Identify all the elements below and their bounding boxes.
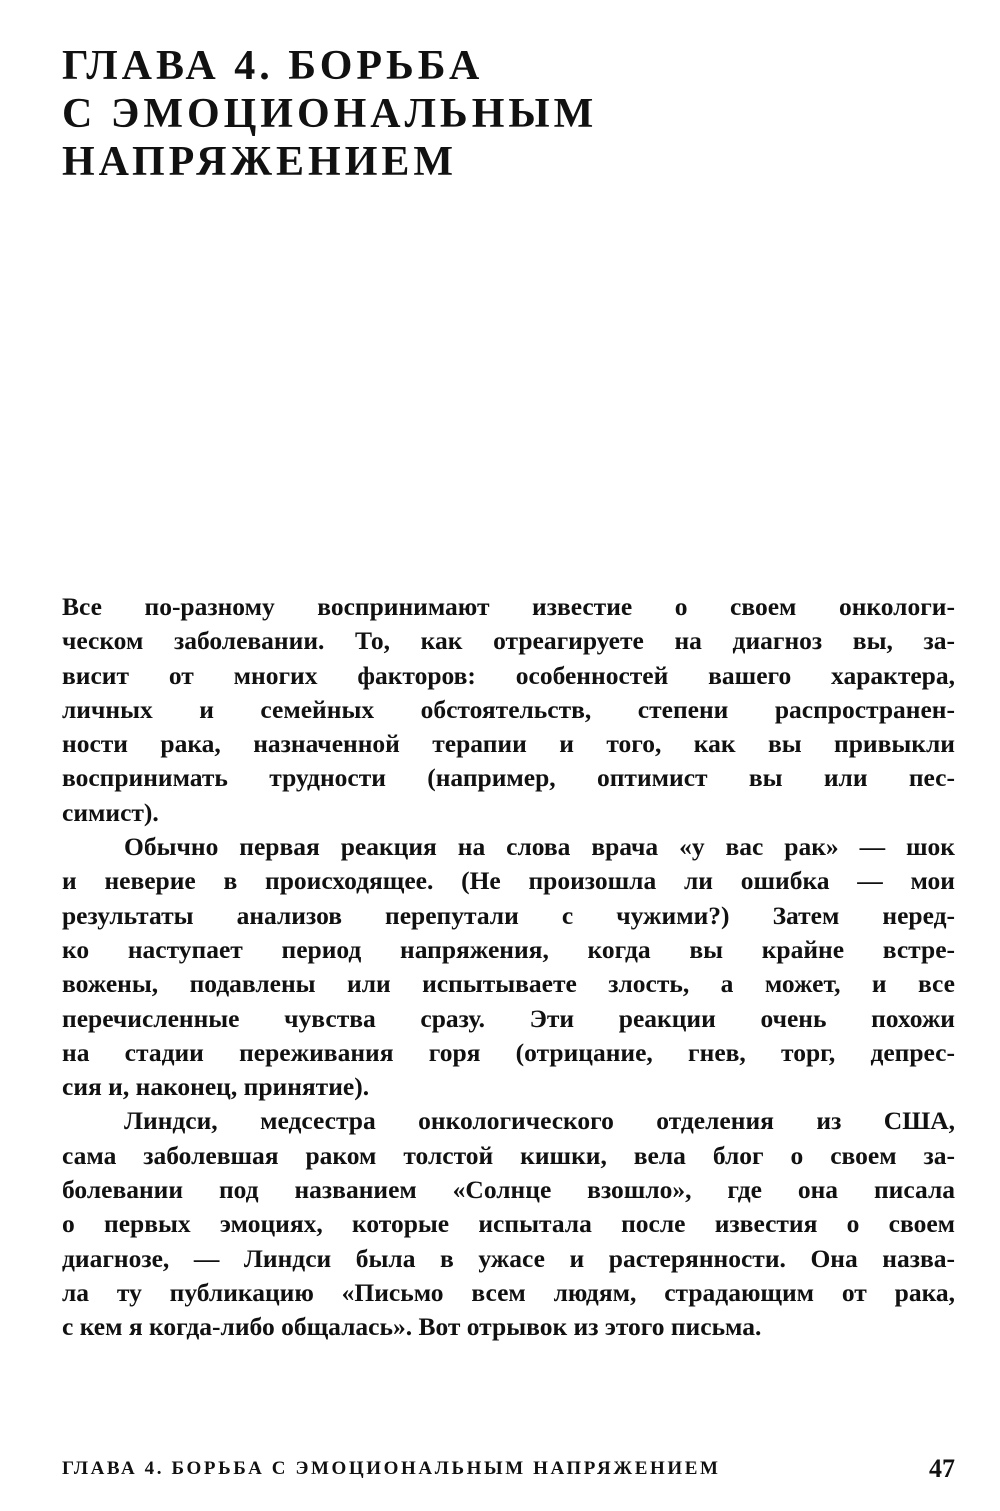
- running-title: ГЛАВА 4. БОРЬБА С ЭМОЦИОНАЛЬНЫМ НАПРЯЖЕНИЕМ: [62, 1458, 721, 1479]
- text-line: Линдси, медсестра онкологического отделения из США,: [124, 1106, 955, 1136]
- body-text: [62, 590, 955, 1345]
- text-line: ческом заболевании. То, как отреагируете на диагноз вы, за-: [62, 626, 955, 656]
- text-line: личных и семейных обстоятельств, степени распространен-: [62, 694, 955, 724]
- text-line: воспринимать трудности (например, оптимист вы или пес-: [62, 763, 955, 793]
- page-number: 47: [929, 1454, 955, 1483]
- text-line: вожены, подавлены или испытываете злость, а может, и все: [62, 969, 955, 999]
- text-line: ко наступает период напряжения, когда вы крайне встре-: [62, 934, 955, 964]
- text-line: симист).: [62, 797, 159, 827]
- chapter-title: [62, 42, 597, 186]
- text-line: результаты анализов перепутали с чужими?) Затем неред-: [62, 900, 955, 930]
- text-line: и неверие в происходящее. (Не произошла ли ошибка — мои: [62, 866, 955, 896]
- text-line: болевании под названием «Солнце взошло», где она писала: [62, 1175, 955, 1205]
- page-footer: [62, 1454, 955, 1488]
- text-line: Обычно первая реакция на слова врача «у вас рак» — шок: [124, 832, 955, 862]
- text-line: ности рака, назначенной терапии и того, как вы привыкли: [62, 729, 955, 759]
- text-line: на стадии переживания горя (отрицание, гнев, торг, депрес-: [62, 1037, 955, 1067]
- text-line: сия и, наконец, принятие).: [62, 1072, 370, 1102]
- text-line: с кем я когда-либо общалась». Вот отрывок из этого письма.: [62, 1312, 762, 1342]
- text-line: перечисленные чувства сразу. Эти реакции очень похожи: [62, 1003, 955, 1033]
- chapter-title-line: НАПРЯЖЕНИЕМ: [62, 139, 458, 185]
- text-line: Все по-разному воспринимают известие о своем онкологи-: [62, 592, 955, 621]
- text-line: о первых эмоциях, которые испытала после известия о своем: [62, 1209, 955, 1239]
- text-line: ла ту публикацию «Письмо всем людям, страдающим от рака,: [62, 1277, 955, 1307]
- text-line: диагнозе, — Линдси была в ужасе и растерянности. Она назва-: [62, 1243, 955, 1273]
- chapter-title-line: ГЛАВА 4. БОРЬБА: [62, 43, 484, 89]
- text-line: сама заболевшая раком толстой кишки, вела блог о своем за-: [62, 1140, 955, 1170]
- chapter-title-line: С ЭМОЦИОНАЛЬНЫМ: [62, 91, 598, 137]
- text-line: висит от многих факторов: особенностей вашего характера,: [62, 660, 955, 690]
